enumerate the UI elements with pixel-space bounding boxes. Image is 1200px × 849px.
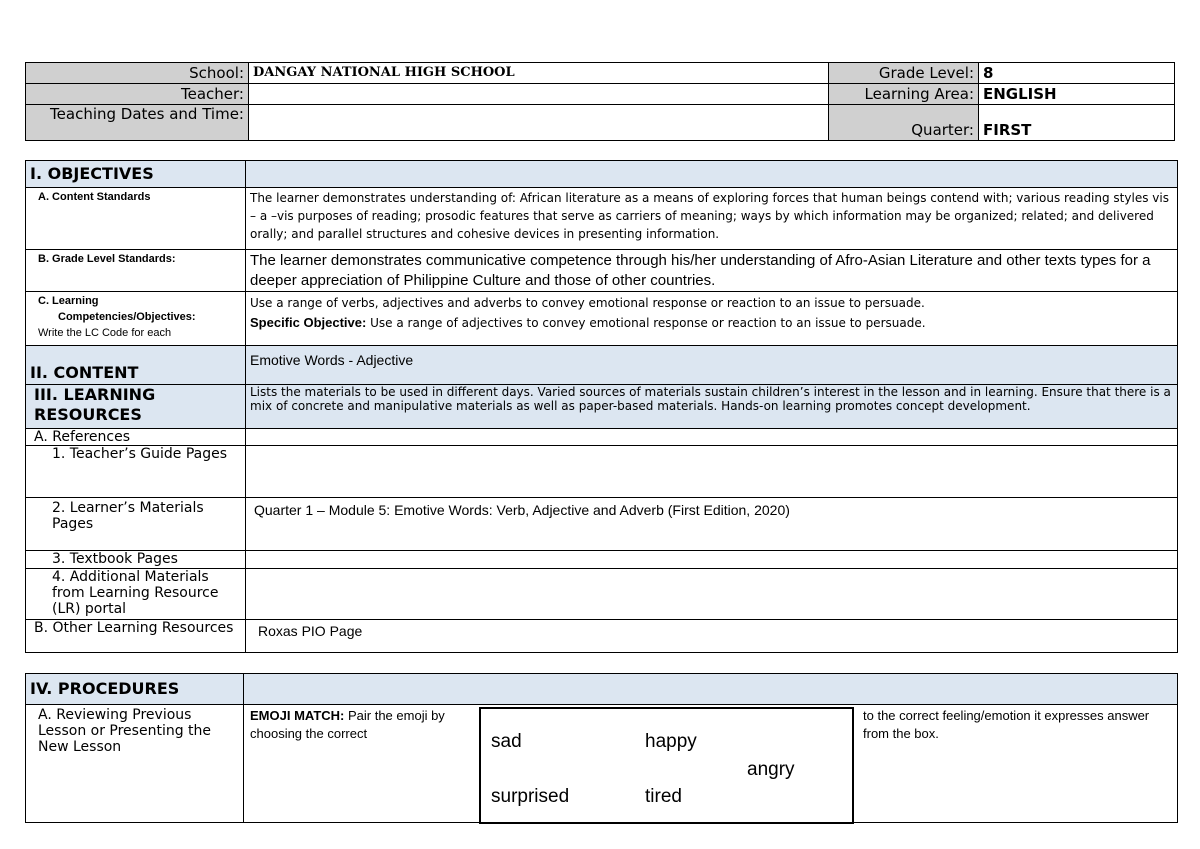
competencies-label — [26, 292, 246, 346]
emoji-match-instruction — [250, 707, 465, 743]
grade-level-label: Grade Level: — [829, 63, 979, 84]
specific-objective — [250, 313, 1173, 333]
emoji-match-instruction-cont: to the correct feeling/emotion it expresses answer from the box. — [863, 708, 1150, 741]
references-value — [246, 429, 1178, 446]
grade-level-value: 8 — [979, 63, 1175, 84]
competencies-label-line3: Write the LC Code for each — [38, 327, 172, 339]
review-lesson-label: A. Reviewing Previous Lesson or Presenting the New Lesson — [26, 705, 244, 823]
school-label: School: — [26, 63, 249, 84]
grade-standards-label: B. Grade Level Standards: — [26, 250, 246, 292]
emoji-match-text: Pair the emoji by choosing the correct — [250, 708, 445, 741]
procedures-title-fill — [244, 674, 1178, 705]
header-table — [25, 62, 1175, 141]
competencies-text-cell — [246, 292, 1178, 346]
content-value: Emotive Words - Adjective — [246, 346, 1178, 385]
teacher-label: Teacher: — [26, 84, 249, 105]
content-title: II. CONTENT — [26, 346, 246, 385]
teaching-dates-label: Teaching Dates and Time: — [26, 105, 249, 141]
word-tired: tired — [645, 786, 682, 807]
objectives-table — [25, 160, 1178, 653]
specific-objective-label: Specific Objective: — [250, 315, 367, 330]
learners-materials-label: 2. Learner’s Materials Pages — [26, 498, 246, 551]
resources-description: Lists the materials to be used in different days. Varied sources of materials sustain children’s interest in the lesson and in learning. Ensure that there is a mix of concrete and manipulative materials as well as paper-based materials. Hands-on learning promotes concept development. — [246, 385, 1178, 429]
procedures-title: IV. PROCEDURES — [26, 674, 244, 705]
textbook-pages-label: 3. Textbook Pages — [26, 551, 246, 569]
emoji-match-label: EMOJI MATCH: — [250, 708, 345, 723]
additional-materials-value — [246, 569, 1178, 620]
learning-area-label: Learning Area: — [829, 84, 979, 105]
textbook-pages-value — [246, 551, 1178, 569]
specific-objective-text: Use a range of adjectives to convey emotional response or reaction to an issue to persuade. — [366, 316, 926, 330]
teachers-guide-label: 1. Teacher’s Guide Pages — [26, 446, 246, 498]
teachers-guide-value — [246, 446, 1178, 498]
references-label: A. References — [26, 429, 246, 446]
additional-materials-label: 4. Additional Materials from Learning Resource (LR) portal — [26, 569, 246, 620]
word-happy: happy — [645, 731, 697, 752]
competencies-label-line2: Competencies/Objectives: — [58, 311, 196, 323]
objectives-title: I. OBJECTIVES — [26, 161, 246, 188]
word-surprised: surprised — [491, 786, 570, 807]
content-standards-text: The learner demonstrates understanding of: African literature as a means of exploring forces that human beings contend with; various reading styles vis – a –vis purposes of reading; prosodic features that serve as carriers of meaning; ways by which information may be organized; related; and delivered orally; and parallel structures and cohesive devices in presenting information. — [246, 188, 1178, 250]
objectives-title-fill — [246, 161, 1178, 188]
learners-materials-value: Quarter 1 – Module 5: Emotive Words: Verb, Adjective and Adverb (First Edition, 2020) — [246, 498, 1178, 551]
other-resources-value: Roxas PIO Page — [246, 620, 1178, 653]
competencies-text: Use a range of verbs, adjectives and adverbs to convey emotional response or reaction to an issue to persuade. — [250, 296, 925, 310]
word-choice-box — [479, 707, 854, 824]
word-sad: sad — [491, 731, 522, 752]
grade-standards-text: The learner demonstrates communicative competence through his/her understanding of Afro-Asian Literature and other texts types for a deeper appreciation of Philippine Culture and those of other countries. — [246, 250, 1178, 292]
other-resources-label: B. Other Learning Resources — [26, 620, 246, 653]
quarter-value: FIRST — [979, 105, 1175, 141]
content-standards-label: A. Content Standards — [26, 188, 246, 250]
teaching-dates-value — [249, 105, 829, 141]
resources-title: III. LEARNING RESOURCES — [26, 385, 246, 429]
learning-area-value: ENGLISH — [979, 84, 1175, 105]
school-value: DANGAY NATIONAL HIGH SCHOOL — [249, 63, 829, 84]
competencies-label-line1: C. Learning — [38, 295, 99, 307]
teacher-value — [249, 84, 829, 105]
quarter-label: Quarter: — [829, 105, 979, 141]
word-angry: angry — [747, 759, 795, 780]
